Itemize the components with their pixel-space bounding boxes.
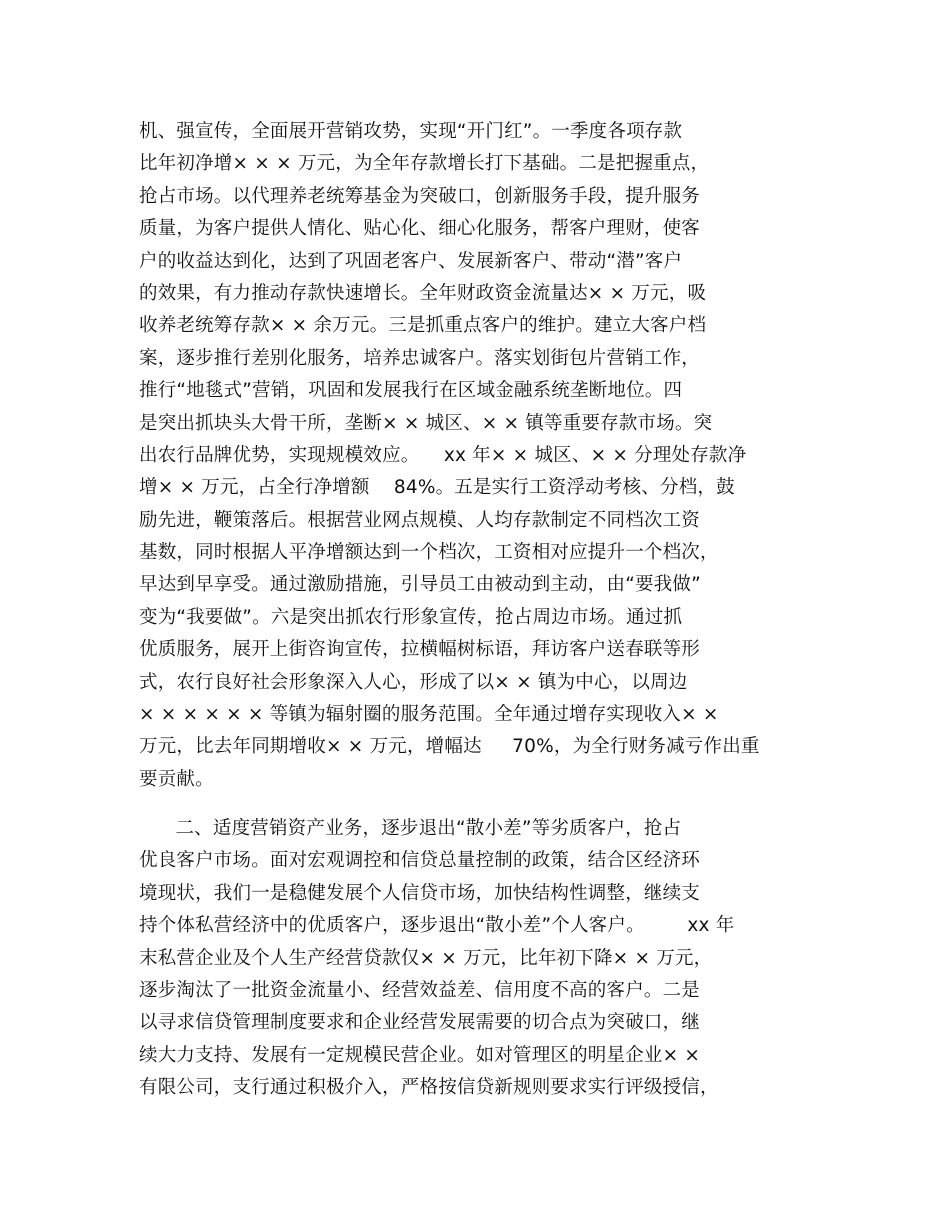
text-line: 优质服务，展开上街咨询宣传，拉横幅树标语，拜访客户送春联等形 (139, 639, 701, 661)
paragraph-deposit-marketing (139, 116, 839, 796)
text-line: 是突出抓块头大骨干所，垄断× × 城区、× × 镇等重要存款市场。突 (139, 412, 713, 434)
text-line: 境现状，我们一是稳健发展个人信贷市场，加快结构性调整，继续支 (139, 882, 701, 904)
text-line: 有限公司，支行通过积极介入，严格按信贷新规则要求实行评级授信， (139, 1077, 719, 1099)
text-line: 以寻求信贷管理制度要求和企业经营发展需要的切合点为突破口，继 (139, 1012, 701, 1034)
text-line: 励先进，鞭策落后。根据营业网点规模、人均存款制定不同档次工资 (139, 509, 701, 531)
text-line: 质量，为客户提供人情化、贴心化、细心化服务，帮客户理财，使客 (139, 218, 701, 240)
text-line: 收养老统筹存款× × 余万元。三是抓重点客户的维护。建立大客户档 (139, 315, 707, 337)
text-line: 末私营企业及个人生产经营贷款仅× × 万元，比年初下降× × 万元， (139, 947, 713, 969)
text-line: 的效果，有力推动存款快速增长。全年财政资金流量达× × 万元，吸 (139, 282, 707, 304)
text-line: 基数，同时根据人平净增额达到一个档次，工资相对应提升一个档次， (139, 542, 719, 564)
text-line: 户的收益达到化，达到了巩固老客户、发展新客户、带动“潜”客户 (139, 250, 683, 272)
text-line: 机、强宣传，全面展开营销攻势，实现“开门红”。一季度各项存款 (139, 121, 683, 142)
text-line: 逐步淘汰了一批资金流量小、经营效益差、信用度不高的客户。二是 (139, 979, 701, 1001)
text-line: 早达到早享受。通过激励措施，引导员工由被动到主动，由“要我做” (139, 574, 701, 596)
paragraph-asset-business (139, 813, 839, 1105)
text-line: 推行“地毯式”营销，巩固和发展我行在区域金融系统垄断地位。四 (139, 380, 683, 402)
text-line: 增× × 万元，占全行净增额 84%。五是实行工资浮动考核、分档，鼓 (139, 477, 735, 499)
text-line: × × × × × × 等镇为辐射圈的服务范围。全年通过增存实现收入× × (139, 704, 719, 726)
text-line: 持个体私营经济中的优质客户，逐步退出“散小差”个人客户。 xx 年 (139, 915, 735, 937)
text-line: 式，农行良好社会形象深入人心，形成了以× × 镇为中心，以周边 (139, 671, 688, 693)
text-line: 案，逐步推行差别化服务，培养忠诚客户。落实划街包片营销工作， (139, 347, 701, 369)
text-line: 出农行品牌优势，实现规模效应。 xx 年× × 城区、× × 分理处存款净 (139, 444, 747, 466)
text-line: 续大力支持、发展有一定规模民营企业。如对管理区的明星企业× × (139, 1044, 701, 1066)
text-line: 变为“我要做”。六是突出抓农行形象宣传，抢占周边市场。通过抓 (139, 606, 683, 628)
text-line: 二、适度营销资产业务，逐步退出“散小差”等劣质客户，抢占 (139, 818, 682, 839)
text-line: 抢占市场。以代理养老统筹基金为突破口，创新服务手段，提升服务 (139, 185, 701, 207)
text-line: 优良客户市场。面对宏观调控和信贷总量控制的政策，结合区经济环 (139, 850, 701, 872)
text-line: 比年初净增× × × 万元，为全年存款增长打下基础。二是把握重点， (139, 153, 710, 175)
text-line: 万元，比去年同期增收× × 万元，增幅达 70%，为全行财务减亏作出重 (139, 736, 760, 758)
text-line: 要贡献。 (139, 768, 214, 790)
